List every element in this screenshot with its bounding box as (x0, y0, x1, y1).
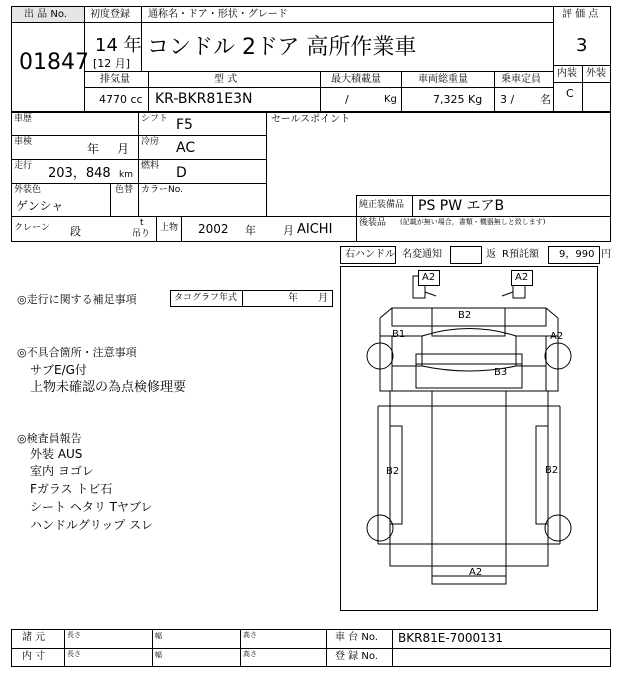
bed-outline (390, 391, 548, 566)
report-line-1: 外装 AUS (30, 447, 83, 461)
first-reg-label: 初度登録 (90, 9, 130, 20)
model-value: KR-BKR81E3N (155, 91, 253, 107)
crane-stage-unit: 段 (70, 225, 81, 238)
displacement-value: 4770 cc (99, 93, 143, 106)
name-change-label: 名変通知 (402, 249, 442, 260)
interior-grade-value: C (566, 87, 574, 100)
rhd-label: 右ハンドル (345, 249, 395, 260)
ac-value: AC (176, 140, 196, 156)
capacity-unit: 名 (540, 93, 551, 106)
length-label: 長さ (67, 631, 81, 639)
name-change-box (450, 246, 482, 264)
damage-a2-bottom: A2 (469, 567, 483, 578)
capacity-label: 乗車定員 (501, 74, 541, 85)
model-label: 型 式 (214, 74, 238, 85)
fuel-value: D (176, 165, 187, 181)
damage-a2-top-left: A2 (422, 272, 436, 283)
gross-weight-label: 車両総重量 (418, 74, 468, 85)
crane-label: クレーン (14, 223, 50, 233)
rear-right-wheel (545, 515, 571, 541)
rear-left-wheel (367, 515, 393, 541)
width-label: 幅 (155, 632, 162, 640)
defects-title: ◎不具合箇所・注意事項 (17, 346, 137, 359)
load-label: 最大積載量 (331, 74, 381, 85)
mileage-unit: km (119, 170, 133, 180)
recycle-label: R預託額 (502, 249, 539, 260)
first-reg-month: [12 月] (93, 57, 131, 70)
tacho-year-unit: 年 (288, 293, 298, 304)
report-line-5: ハンドルグリップ スレ (30, 518, 154, 532)
load-unit: Kg (384, 94, 397, 105)
color-label: 外装色 (14, 185, 42, 195)
dims-label: 諸 元 (22, 632, 46, 643)
crane-lift-unit: 吊り (132, 229, 151, 239)
driving-notes-title: ◎走行に関する補足事項 (17, 293, 137, 306)
damage-b2-left-bed: B2 (386, 466, 400, 477)
defect-line-2: 上物未確認の為点検修理要 (30, 380, 187, 395)
capacity-value: 3 / (500, 93, 515, 106)
damage-a2-right: A2 (550, 331, 564, 342)
fuel-label: 燃料 (141, 161, 160, 171)
registration-label: 登 録 No. (335, 651, 378, 662)
tax-refund-label: 返 (486, 249, 496, 260)
history-label: 車歴 (14, 114, 33, 124)
color-value: ゲンシャ (16, 199, 64, 213)
damage-b1-left: B1 (392, 329, 406, 340)
load-value: / (345, 93, 349, 106)
body-month-unit: 月 (283, 224, 294, 237)
body-year-unit: 年 (245, 224, 256, 237)
name-label: 通称名・ドア・形状・グレード (148, 9, 288, 20)
body-maker-value: AICHI (297, 222, 333, 237)
interior-grade-label: 内装 (557, 68, 577, 79)
report-line-4: シート ヘタリ Tヤブレ (30, 500, 153, 514)
inspector-report-title: ◎検査員報告 (17, 432, 82, 445)
recycle-value: 9，990 (559, 249, 595, 260)
grade-value: 3 (576, 35, 588, 56)
height-label: 高さ (243, 631, 257, 639)
color-code-label: カラーNo. (141, 185, 183, 195)
interior-dims-label: 内 寸 (22, 651, 46, 662)
recycle-unit: 円 (601, 249, 611, 260)
chassis-label: 車 台 No. (335, 632, 378, 643)
grade-label: 評 価 点 (562, 9, 599, 20)
exterior-grade-label: 外装 (586, 68, 606, 79)
shift-label: シフト (141, 114, 169, 124)
first-reg-year: 14 年 (95, 35, 142, 56)
lot-label: 出 品 No. (24, 9, 67, 20)
interior-length-label: 長さ (67, 650, 81, 658)
crane-ton-unit: t (140, 218, 144, 228)
defect-line-1: サブE/G付 (30, 363, 87, 377)
gross-weight-value: 7,325 Kg (433, 93, 483, 106)
shift-value: F5 (176, 117, 193, 133)
displacement-label: 排気量 (100, 74, 130, 85)
inspection-year-unit: 年 (87, 142, 100, 156)
mileage-label: 走行 (14, 161, 33, 171)
interior-width-label: 幅 (155, 651, 162, 659)
aftermarket-label: 後装品 (359, 218, 387, 228)
ac-label: 冷房 (141, 137, 160, 147)
inspection-label: 車検 (14, 137, 33, 147)
equipment-value: PS PW エアB (418, 198, 505, 214)
windshield-shape (422, 329, 516, 372)
vehicle-name: コンドル 2ドア 高所作業車 (147, 35, 417, 60)
chassis-value: BKR81E-7000131 (398, 631, 504, 645)
report-line-3: Fガラス トビ石 (30, 482, 113, 496)
damage-b3-center: B3 (494, 367, 508, 378)
mileage-value: 203，848 (48, 166, 111, 181)
inspection-month-unit: 月 (117, 142, 130, 156)
lot-number: 01847 (19, 50, 89, 75)
interior-height-label: 高さ (243, 650, 257, 658)
color-change-label: 色替 (115, 185, 134, 195)
damage-b2-right-bed: B2 (545, 465, 559, 476)
report-line-2: 室内 ヨゴレ (30, 464, 94, 478)
equipment-label: 純正装備品 (359, 200, 405, 210)
body-label: 上物 (160, 223, 179, 233)
damage-a2-top-right: A2 (515, 272, 529, 283)
tacho-month-unit: 月 (318, 293, 328, 304)
damage-b2-roof: B2 (458, 310, 472, 321)
aftermarket-note: (記載が無い場合，書類・機器無しと致します) (400, 218, 546, 226)
sales-point-label: セールスポイント (271, 114, 351, 125)
tacho-label: タコグラフ年式 (174, 293, 238, 303)
body-year-value: 2002 (198, 222, 229, 236)
